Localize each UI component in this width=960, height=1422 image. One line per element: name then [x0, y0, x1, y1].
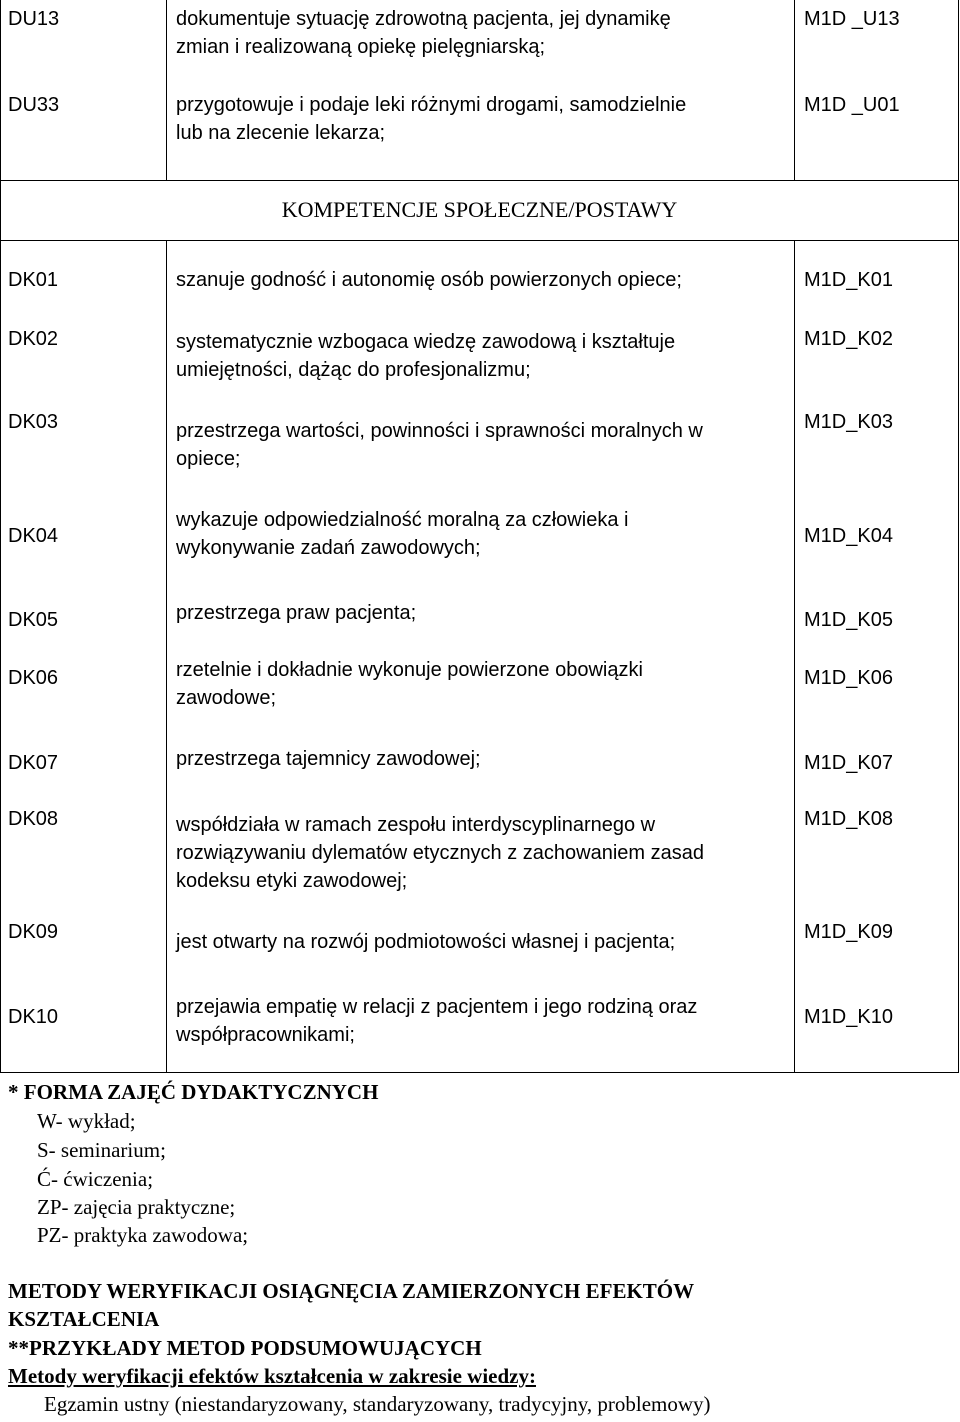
- row-desc-line: rzetelnie i dokładnie wykonuje powierzone obowiązki: [176, 659, 643, 681]
- row-ref: M1D_K01: [804, 269, 893, 291]
- row-ref: M1D_K10: [804, 1006, 893, 1028]
- metody-examples: **PRZYKŁADY METOD PODSUMOWUJĄCYCH: [8, 1336, 482, 1360]
- row-desc-line: współdziała w ramach zespołu interdyscyplinarnego w: [176, 814, 656, 836]
- row-ref: M1D_K08: [804, 808, 893, 830]
- row-desc-line: rozwiązywaniu dylematów etycznych z zachowaniem zasad: [176, 842, 705, 864]
- row-desc-line: szanuje godność i autonomię osób powierzonych opiece;: [176, 269, 682, 291]
- row-code: DU33: [8, 94, 60, 116]
- table-divider-code: [166, 0, 167, 180]
- row-desc-line: systematycznie wzbogaca wiedzę zawodową i kształtuje: [176, 331, 676, 353]
- forma-item: ZP- zajęcia praktyczne;: [37, 1195, 236, 1219]
- forma-item: W- wykład;: [37, 1109, 136, 1133]
- row-desc-line: jest otwarty na rozwój podmiotowości własnej i pacjenta;: [176, 931, 676, 953]
- forma-item: Ć- ćwiczenia;: [37, 1167, 154, 1191]
- row-desc-line: kodeksu etyki zawodowej;: [176, 870, 408, 892]
- row-code: DU13: [8, 8, 60, 30]
- row-code: DK10: [8, 1006, 59, 1028]
- table-divider-code-lower: [166, 240, 167, 1072]
- table-divider-ref-lower: [794, 240, 795, 1072]
- row-ref: M1D _U13: [804, 8, 900, 30]
- row-ref: M1D_K02: [804, 328, 893, 350]
- forma-item: PZ- praktyka zawodowa;: [37, 1223, 249, 1247]
- row-desc-line: umiejętności, dążąc do profesjonalizmu;: [176, 359, 531, 381]
- row-code: DK05: [8, 609, 59, 631]
- row-code: DK07: [8, 752, 59, 774]
- row-ref: M1D_K06: [804, 667, 893, 689]
- row-code: DK03: [8, 411, 59, 433]
- row-desc-line: wykonywanie zadań zawodowych;: [176, 537, 481, 559]
- row-desc-line: przestrzega praw pacjenta;: [176, 602, 417, 624]
- table-line-bottom: [0, 1072, 959, 1073]
- metody-title-line1: METODY WERYFIKACJI OSIĄGNĘCIA ZAMIERZONYCH EFEKTÓW: [8, 1279, 695, 1303]
- knowledge-heading: Metody weryfikacji efektów kształcenia w zakresie wiedzy:: [8, 1364, 536, 1388]
- row-code: DK06: [8, 667, 59, 689]
- table-line-2: [0, 240, 959, 241]
- row-ref: M1D_K04: [804, 525, 893, 547]
- row-desc-line: przejawia empatię w relacji z pacjentem i jego rodziną oraz: [176, 996, 698, 1018]
- row-desc-line: zawodowe;: [176, 687, 277, 709]
- section-header: KOMPETENCJE SPOŁECZNE/POSTAWY: [281, 197, 678, 222]
- row-ref: M1D_K09: [804, 921, 893, 943]
- row-code: DK04: [8, 525, 59, 547]
- row-desc-line: dokumentuje sytuację zdrowotną pacjenta, jej dynamikę: [176, 8, 671, 30]
- table-border-left: [0, 0, 1, 1072]
- row-desc-line: wykazuje odpowiedzialność moralną za człowieka i: [176, 509, 629, 531]
- row-ref: M1D_K03: [804, 411, 893, 433]
- row-ref: M1D _U01: [804, 94, 900, 116]
- metody-title-line2: KSZTAŁCENIA: [8, 1307, 160, 1331]
- forma-item: S- seminarium;: [37, 1138, 166, 1162]
- forma-title: * FORMA ZAJĘĆ DYDAKTYCZNYCH: [8, 1080, 379, 1104]
- row-desc-line: zmian i realizowaną opiekę pielęgniarską;: [176, 36, 546, 58]
- table-border-right: [958, 0, 959, 1072]
- row-desc-line: przygotowuje i podaje leki różnymi drogami, samodzielnie: [176, 94, 687, 116]
- row-desc-line: opiece;: [176, 448, 241, 470]
- table-line-1: [0, 180, 959, 181]
- row-code: DK08: [8, 808, 59, 830]
- row-code: DK09: [8, 921, 59, 943]
- method-item: Egzamin ustny (niestandaryzowany, standaryzowany, tradycyjny, problemowy): [44, 1392, 711, 1416]
- row-desc-line: współpracownikami;: [176, 1024, 355, 1046]
- row-code: DK02: [8, 328, 59, 350]
- row-ref: M1D_K05: [804, 609, 893, 631]
- row-desc-line: przestrzega wartości, powinności i sprawności moralnych w: [176, 420, 703, 442]
- row-code: DK01: [8, 269, 59, 291]
- row-desc-line: lub na zlecenie lekarza;: [176, 122, 386, 144]
- row-desc-line: przestrzega tajemnicy zawodowej;: [176, 748, 481, 770]
- table-divider-ref: [794, 0, 795, 180]
- row-ref: M1D_K07: [804, 752, 893, 774]
